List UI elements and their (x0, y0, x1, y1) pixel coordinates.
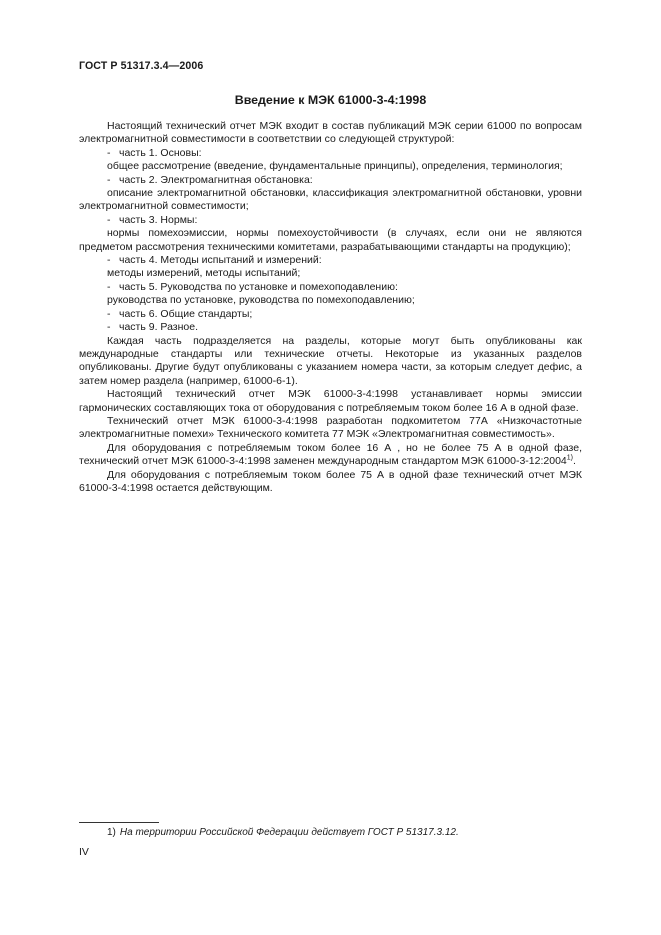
paragraph: руководства по установке, руководства по помехоподавлению; (107, 294, 415, 307)
footnote-mark: 1) (107, 827, 116, 838)
list-item (79, 214, 582, 227)
dash-bullet: - (107, 146, 111, 159)
list-item-text: часть 5. Руководства по установке и помехоподавлению: (119, 280, 398, 293)
footnote-text: На территории Российской Федерации действует ГОСТ Р 51317.3.12. (119, 827, 459, 838)
footnote-reference[interactable]: 1) (566, 454, 573, 462)
list-item-text: часть 2. Электромагнитная обстановка: (119, 173, 313, 186)
dash-bullet: - (107, 307, 111, 320)
document-header: ГОСТ Р 51317.3.4—2006 (79, 60, 204, 72)
footnote-divider (79, 822, 159, 823)
paragraph: описание электромагнитной обстановки, классификация электромагнитной обстановки, уровни электромагнитной совместимости; (79, 187, 582, 213)
list-item-text: часть 3. Нормы: (119, 213, 198, 226)
paragraph: Настоящий технический отчет МЭК 61000-3-4:1998 устанавливает нормы эмиссии гармонических составляющих тока от оборудования с потребляемым током более 16 А в одной фазе. (79, 388, 582, 414)
paragraph: Для оборудования с потребляемым током более 75 А в одной фазе технический отчет МЭК 61000-3-4:1998 остается действующим. (79, 468, 582, 494)
dash-bullet: - (107, 321, 111, 334)
paragraph: Каждая часть подразделяется на разделы, которые могут быть опубликованы как международные стандарты или технические отчеты. Некоторые из указанных разделов опубликованы. Другие будут опубликованы с указанием номера части, за которым следует дефис, а затем номер раздела (например, 61000-6-1). (79, 334, 582, 387)
paragraph: нормы помехоэмиссии, нормы помехоустойчивости (в случаях, если они не являются предметом рассмотрения техническими комитетами, разрабатывающими стандарты на продукцию); (79, 227, 582, 253)
list-item-text: часть 9. Разное. (119, 321, 199, 334)
paragraph-text: Для оборудования с потребляемым током более 16 А , но не более 75 А в одной фазе, технический отчет МЭК 61000-3-4:1998 заменен международным стандартом МЭК 61000-3-12:2004 (79, 441, 582, 468)
paragraph-end: . (572, 455, 576, 468)
document-body (79, 120, 582, 495)
paragraph (79, 442, 582, 469)
list-item-text: часть 6. Общие стандарты; (119, 307, 253, 320)
section-title: Введение к МЭК 61000-3-4:1998 (234, 93, 427, 107)
list-item (79, 254, 582, 267)
list-item (79, 321, 582, 334)
dash-bullet: - (107, 254, 111, 267)
paragraph: общее рассмотрение (введение, фундаментальные принципы), определения, терминология; (107, 160, 563, 173)
paragraph: Технический отчет МЭК 61000-3-4:1998 разработан подкомитетом 77А «Низкочастотные электромагнитные помехи» Технического комитета 77 МЭК «Электромагнитная совместимость». (79, 414, 582, 441)
list-item (79, 174, 582, 187)
list-item (79, 147, 582, 160)
list-item (79, 308, 582, 321)
footnote (107, 827, 459, 838)
list-item (79, 281, 582, 294)
paragraph: методы измерений, методы испытаний; (107, 267, 301, 280)
page-number: IV (79, 846, 89, 858)
list-item-text: часть 1. Основы: (119, 146, 202, 159)
dash-bullet: - (107, 213, 111, 226)
dash-bullet: - (107, 280, 111, 293)
list-item-text: часть 4. Методы испытаний и измерений: (119, 254, 322, 267)
dash-bullet: - (107, 173, 111, 186)
paragraph: Настоящий технический отчет МЭК входит в состав публикаций МЭК серии 61000 по вопросам электромагнитной совместимости в соответствии со следующей структурой: (79, 120, 582, 146)
